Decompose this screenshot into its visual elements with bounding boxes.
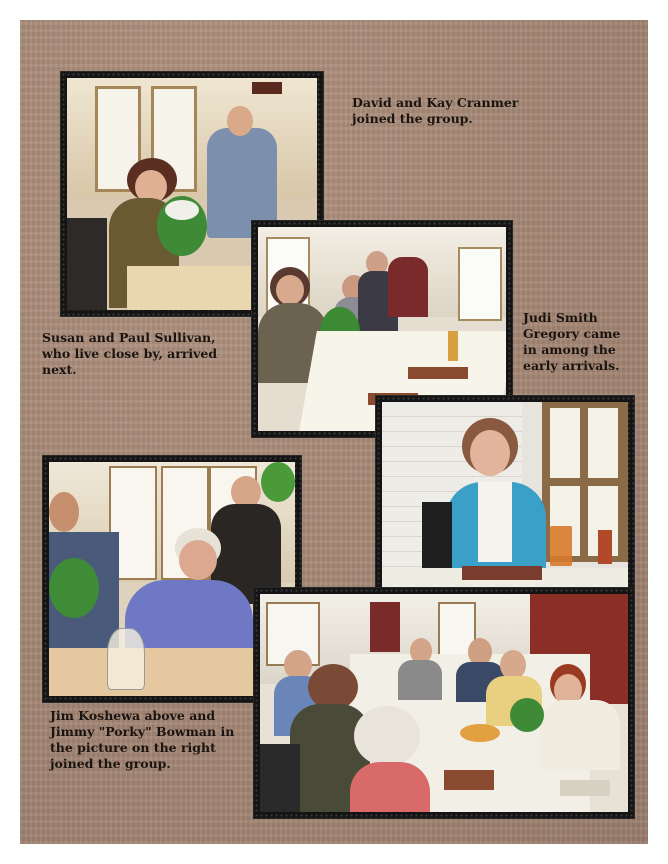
photo-frame-gregory [376,396,634,594]
photo-bowman[interactable] [260,594,628,812]
photo-gregory[interactable] [382,402,628,588]
caption-sullivan: Susan and Paul Sullivan, who live close by, arrived next. [42,330,218,377]
photo-frame-bowman [254,588,634,818]
scrapbook-page [20,20,648,844]
caption-cranmer: David and Kay Cranmer joined the group. [352,95,519,126]
caption-gregory: Judi Smith Gregory came in among the early arrivals. [523,310,621,373]
caption-koshewa: Jim Koshewa above and Jimmy "Porky" Bowman in the picture on the right joined the group. [50,708,235,771]
